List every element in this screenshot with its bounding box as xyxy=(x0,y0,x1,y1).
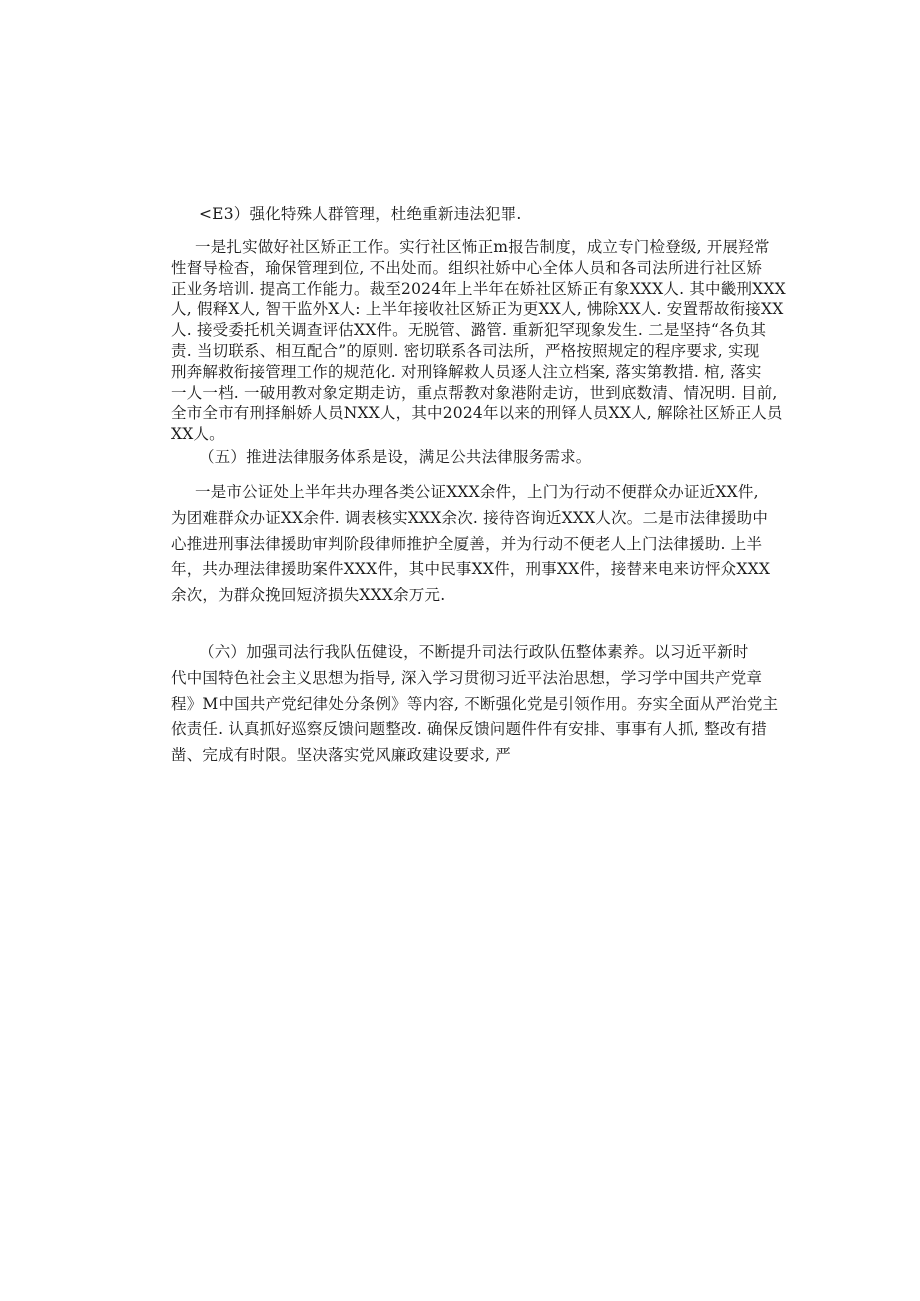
paragraph-team-building xyxy=(171,640,779,769)
paragraph-legal-services xyxy=(171,480,771,609)
paragraph-line: 凿、完成有时限。坚决落实党风廉政建设要求, 严 xyxy=(171,746,511,765)
paragraph-line: 正业务培训. 提高工作能力。裁至2024年上半年在娇社区矫正有象XXX人. 其中畿刑XXX xyxy=(171,279,786,298)
paragraph-line: 一人一档. 一破用教对象定期走访，重点帮教对象港附走访，世到底数清、情况明. 目前, xyxy=(171,383,778,402)
paragraph-line: （六）加强司法行我队伍健设，不断提升司法行政队伍整体素养。以习近平新时 xyxy=(199,643,749,661)
paragraph-line: 性督导检杳，瑜保管理到位, 不出处而。组织社娇中心全体人员和各司法所进行社区矫 xyxy=(171,258,763,277)
heading-text: <E3）强化特殊人群管理，杜绝重新违法犯罪. xyxy=(199,205,522,223)
paragraph-line: 一是市公证处上半年共办理各类公证XXX余件，上门为行动不便群众办证近XX件, xyxy=(195,483,759,501)
paragraph-line: 一是扎实做好社区矫正工作。实行社区怖正m报告制度，成立专门检登级, 开展羟常 xyxy=(195,238,770,256)
paragraph-community-correction xyxy=(171,237,786,445)
paragraph-line: 年，共办理法律援助案件XXX件，其中民事XX件，刑事XX件，接替来电来访怦众XXX xyxy=(171,560,771,579)
section-heading-5 xyxy=(171,446,751,468)
paragraph-line: 责. 当切联系、相互配合”的原则. 密切联系各司法所，严格按照规定的程序要求, 实现 xyxy=(171,341,760,360)
paragraph-line: 代中国特色社会主义思想为指导, 深入学习贯彻习近平法治思想，学习学中国共产党章 xyxy=(171,668,763,687)
paragraph-line: 全市全市有刑择斛娇人员NXX人，其中2024年以来的刑铎人员XX人, 解除社区矫正人员 xyxy=(171,404,783,423)
paragraph-line: 心推进刑事法律援助审判阶段律师推护全厦善，并为行动不便老人上门法律援助. 上半 xyxy=(171,534,763,553)
paragraph-line: 余次，为群众挽回短济损失XXX余万元. xyxy=(171,586,446,605)
paragraph-line: 刑奔解救衔接管理工作的规范化. 对刑锋解救人员逐人注立档案, 落实第教措. 棺, 落实 xyxy=(171,362,762,381)
paragraph-line: 依责任. 认真抓好巡察反馈问题整改. 确保反馈问题件件有安排、事事有人抓, 整改有措 xyxy=(171,720,767,739)
paragraph-line: 人, 假释X人, 智干监外X人: 上半年接收社区矫正为更XX人, 怫除XX人. 安置帮故衔接XX xyxy=(171,300,784,319)
paragraph-line: 人. 接受委托机关调查评估XX件。无脱管、潞管. 重新犯罕现象发生. 二是坚持“各负其 xyxy=(171,321,767,340)
paragraph-line: 程》M中国共产党纪律处分条例》等内容, 不断强化党是引领作用。夯实全面从严治党主 xyxy=(171,694,779,713)
paragraph-line: XX人。 xyxy=(171,425,225,444)
paragraph-line: 为团难群众办证XX余件. 调表核实XXX余次. 接待咨询近XXX人次。二是市法律援助中 xyxy=(171,508,769,527)
section-heading-e3 xyxy=(171,203,751,225)
heading-text: （五）推进法律服务体系是设，满足公共法律服务需求。 xyxy=(199,448,592,466)
